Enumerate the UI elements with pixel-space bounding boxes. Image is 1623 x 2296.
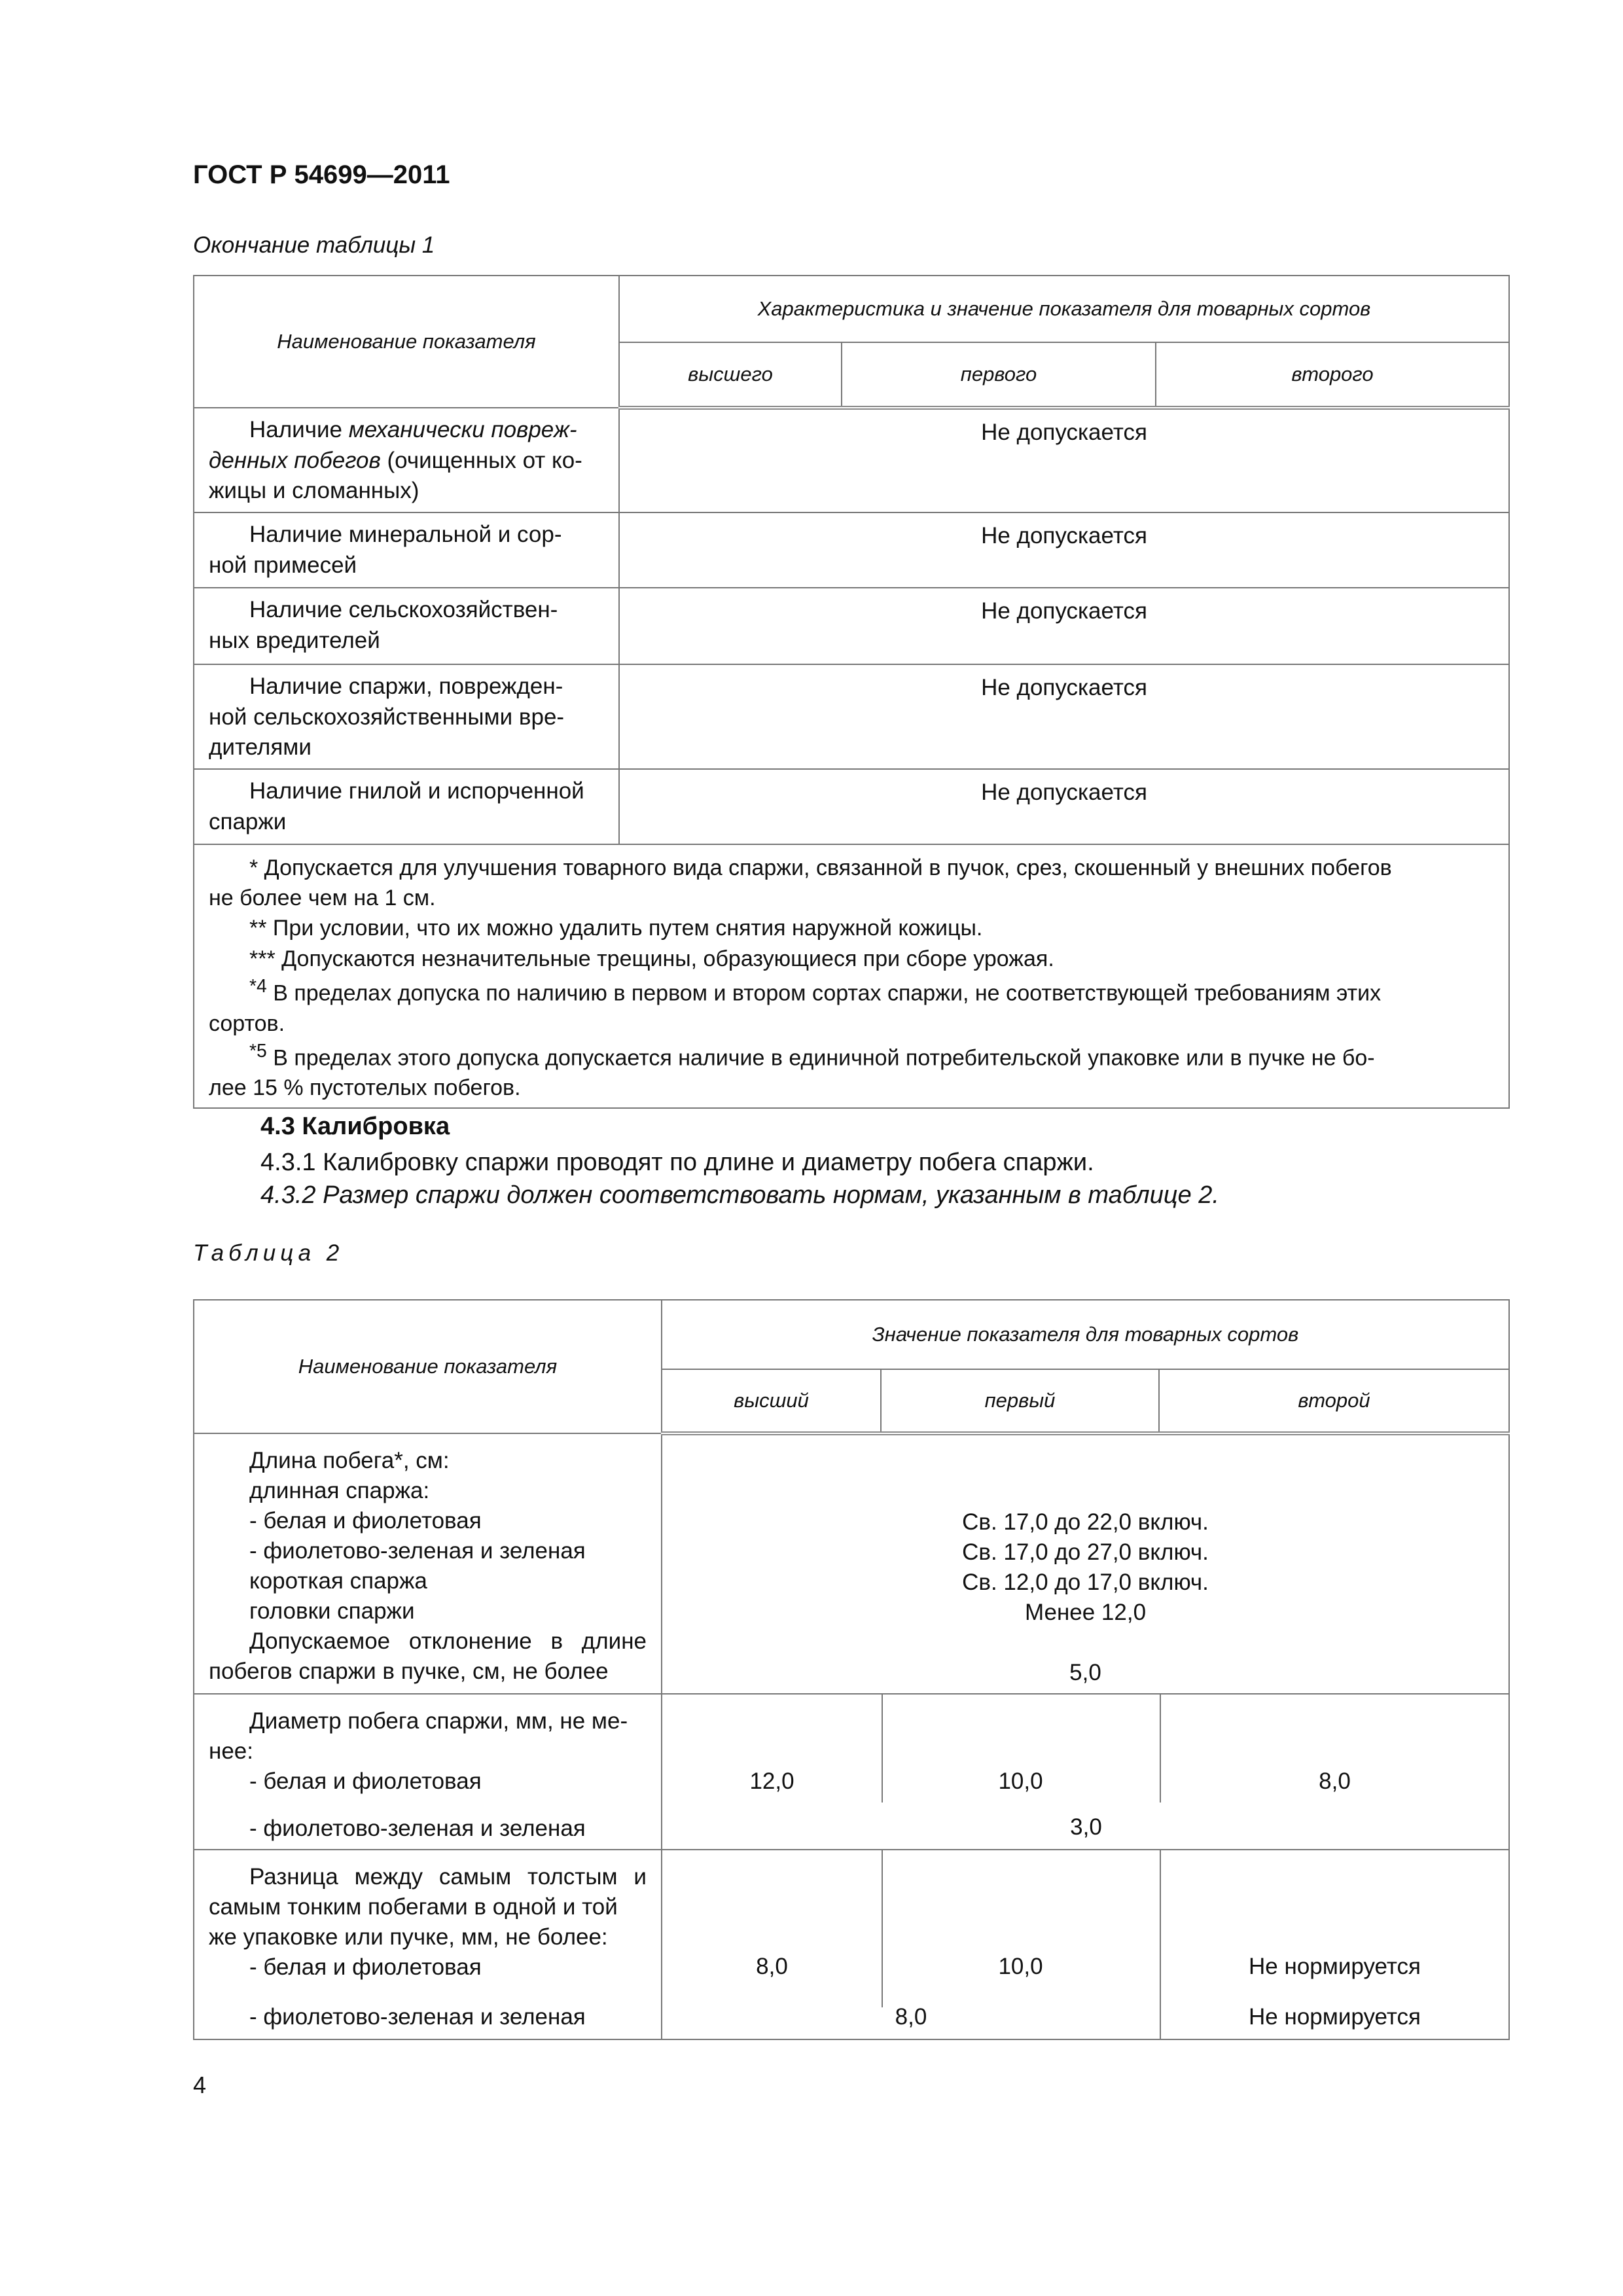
- table1-caption: Окончание таблицы 1: [193, 232, 435, 258]
- footnote-3: *** Допускаются незначительные трещины, образующиеся при сборе урожая.: [249, 946, 1054, 971]
- table-row: [194, 664, 1509, 769]
- table-row: [194, 408, 1509, 512]
- t2-row-difference-values: [662, 1850, 1509, 2039]
- t2-row-diameter-values: [662, 1694, 1509, 1850]
- t2-diff-first: 10,0: [998, 1954, 1043, 1979]
- t1-row-value: Не допускается: [619, 408, 1509, 512]
- t1-header-col-first: первого: [842, 342, 1156, 408]
- t1-header-col-top: высшего: [619, 342, 842, 408]
- paragraph-4-3-2: 4.3.2 Размер спаржи должен соответствовать нормам, указанным в таблице 2.: [260, 1181, 1219, 1209]
- t1-header-name: Наименование показателя: [194, 276, 619, 408]
- footnote-5: $^{*5}$ В пределах этого допуска допускается наличие в единичной потребительской упаковке или в пучке не бо-: [249, 1040, 1375, 1071]
- section-heading: 4.3 Калибровка: [260, 1113, 450, 1140]
- table-2: [193, 1299, 1510, 2040]
- t1-row-label: Наличие сельскохозяйствен- ных вредителей: [194, 588, 619, 664]
- t2-diff-green-second: Не нормируется: [1249, 2004, 1421, 2030]
- footnote-4: $^{*4}$ В пределах допуска по наличию в первом и втором сортах спаржи, не соответствующей требованиям этих: [249, 975, 1382, 1006]
- footnote-1: * Допускается для улучшения товарного вида спаржи, связанной в пучок, срез, скошенный у внешних побегов: [249, 855, 1392, 880]
- t2-row-length-values: Св. 17,0 до 22,0 включ. Св. 17,0 до 27,0 включ. Св. 12,0 до 17,0 включ. Менее 12,0 5,0: [662, 1433, 1509, 1694]
- t1-row-value: Не допускается: [619, 588, 1509, 664]
- table-row: [194, 769, 1509, 844]
- t1-row-label: Наличие минеральной и сор- ной примесей: [194, 512, 619, 588]
- table-row: [194, 588, 1509, 664]
- t1-row-value: Не допускается: [619, 664, 1509, 769]
- t1-row-label: Наличие гнилой и испорченной спаржи: [194, 769, 619, 844]
- t1-footnotes: [194, 844, 1509, 1108]
- t1-header-group: Характеристика и значение показателя для товарных сортов: [619, 276, 1509, 342]
- t2-divider: [882, 1850, 883, 2007]
- t2-diam-top: 12,0: [749, 1768, 794, 1794]
- t2-diff-top: 8,0: [756, 1954, 788, 1979]
- table-row: [194, 1433, 1509, 1694]
- t2-row-length-label: Длина побега*, см: длинная спаржа: - белая и фиолетовая - фиолетово-зеленая и зеленая короткая спаржа головки спаржи Допускаемое отклонение в длине побегов спаржи в пучке, см, не более: [194, 1433, 662, 1694]
- t1-header-col-second: второго: [1156, 342, 1509, 408]
- table-row: [194, 512, 1509, 588]
- footnote-4-cont: сортов.: [209, 1011, 285, 1036]
- t1-row-value: Не допускается: [619, 769, 1509, 844]
- footnote-1-cont: не более чем на 1 см.: [209, 886, 436, 911]
- t1-row-label: Наличие механически повреж- денных побегов (очищенных от ко- жицы и сломанных): [194, 408, 619, 512]
- t2-diff-second: Не нормируется: [1249, 1954, 1421, 1979]
- t2-header-col-top: высший: [662, 1369, 881, 1433]
- paragraph-4-3-1: 4.3.1 Калибровку спаржи проводят по длине и диаметру побега спаржи.: [260, 1149, 1094, 1176]
- document-title: ГОСТ Р 54699—2011: [193, 160, 450, 189]
- t2-row-diameter-label: Диаметр побега спаржи, мм, не ме- нее: - белая и фиолетовая - фиолетово-зеленая и зеленая: [194, 1694, 662, 1850]
- t1-row-value: Не допускается: [619, 512, 1509, 588]
- t2-header-col-first: первый: [881, 1369, 1159, 1433]
- table-row: [194, 1694, 1509, 1850]
- t2-header-col-second: второй: [1159, 1369, 1509, 1433]
- table-1: [193, 275, 1510, 1109]
- t2-diam-first: 10,0: [998, 1768, 1043, 1794]
- t2-diam-second: 8,0: [1319, 1768, 1351, 1794]
- table2-caption: Таблица 2: [193, 1240, 344, 1266]
- page-number: 4: [193, 2072, 207, 2098]
- t2-header-name: Наименование показателя: [194, 1300, 662, 1433]
- footnote-5-cont: лее 15 % пустотелых побегов.: [209, 1075, 521, 1101]
- t2-row-difference-label: Разница между самым толстым и самым тонким побегами в одной и той же упаковке или пучке, мм, не более: - белая и фиолетовая - фиолетово-зеленая и зеленая: [194, 1850, 662, 2039]
- t2-header-group: Значение показателя для товарных сортов: [662, 1300, 1509, 1369]
- table-row: [194, 1850, 1509, 2039]
- t1-row-label: Наличие спаржи, поврежден- ной сельскохозяйственными вре- дителями: [194, 664, 619, 769]
- t2-diff-green: 8,0: [895, 2004, 927, 2030]
- footnote-2: ** При условии, что их можно удалить путем снятия наружной кожицы.: [249, 916, 983, 941]
- t2-diam-green: 3,0: [1070, 1814, 1102, 1840]
